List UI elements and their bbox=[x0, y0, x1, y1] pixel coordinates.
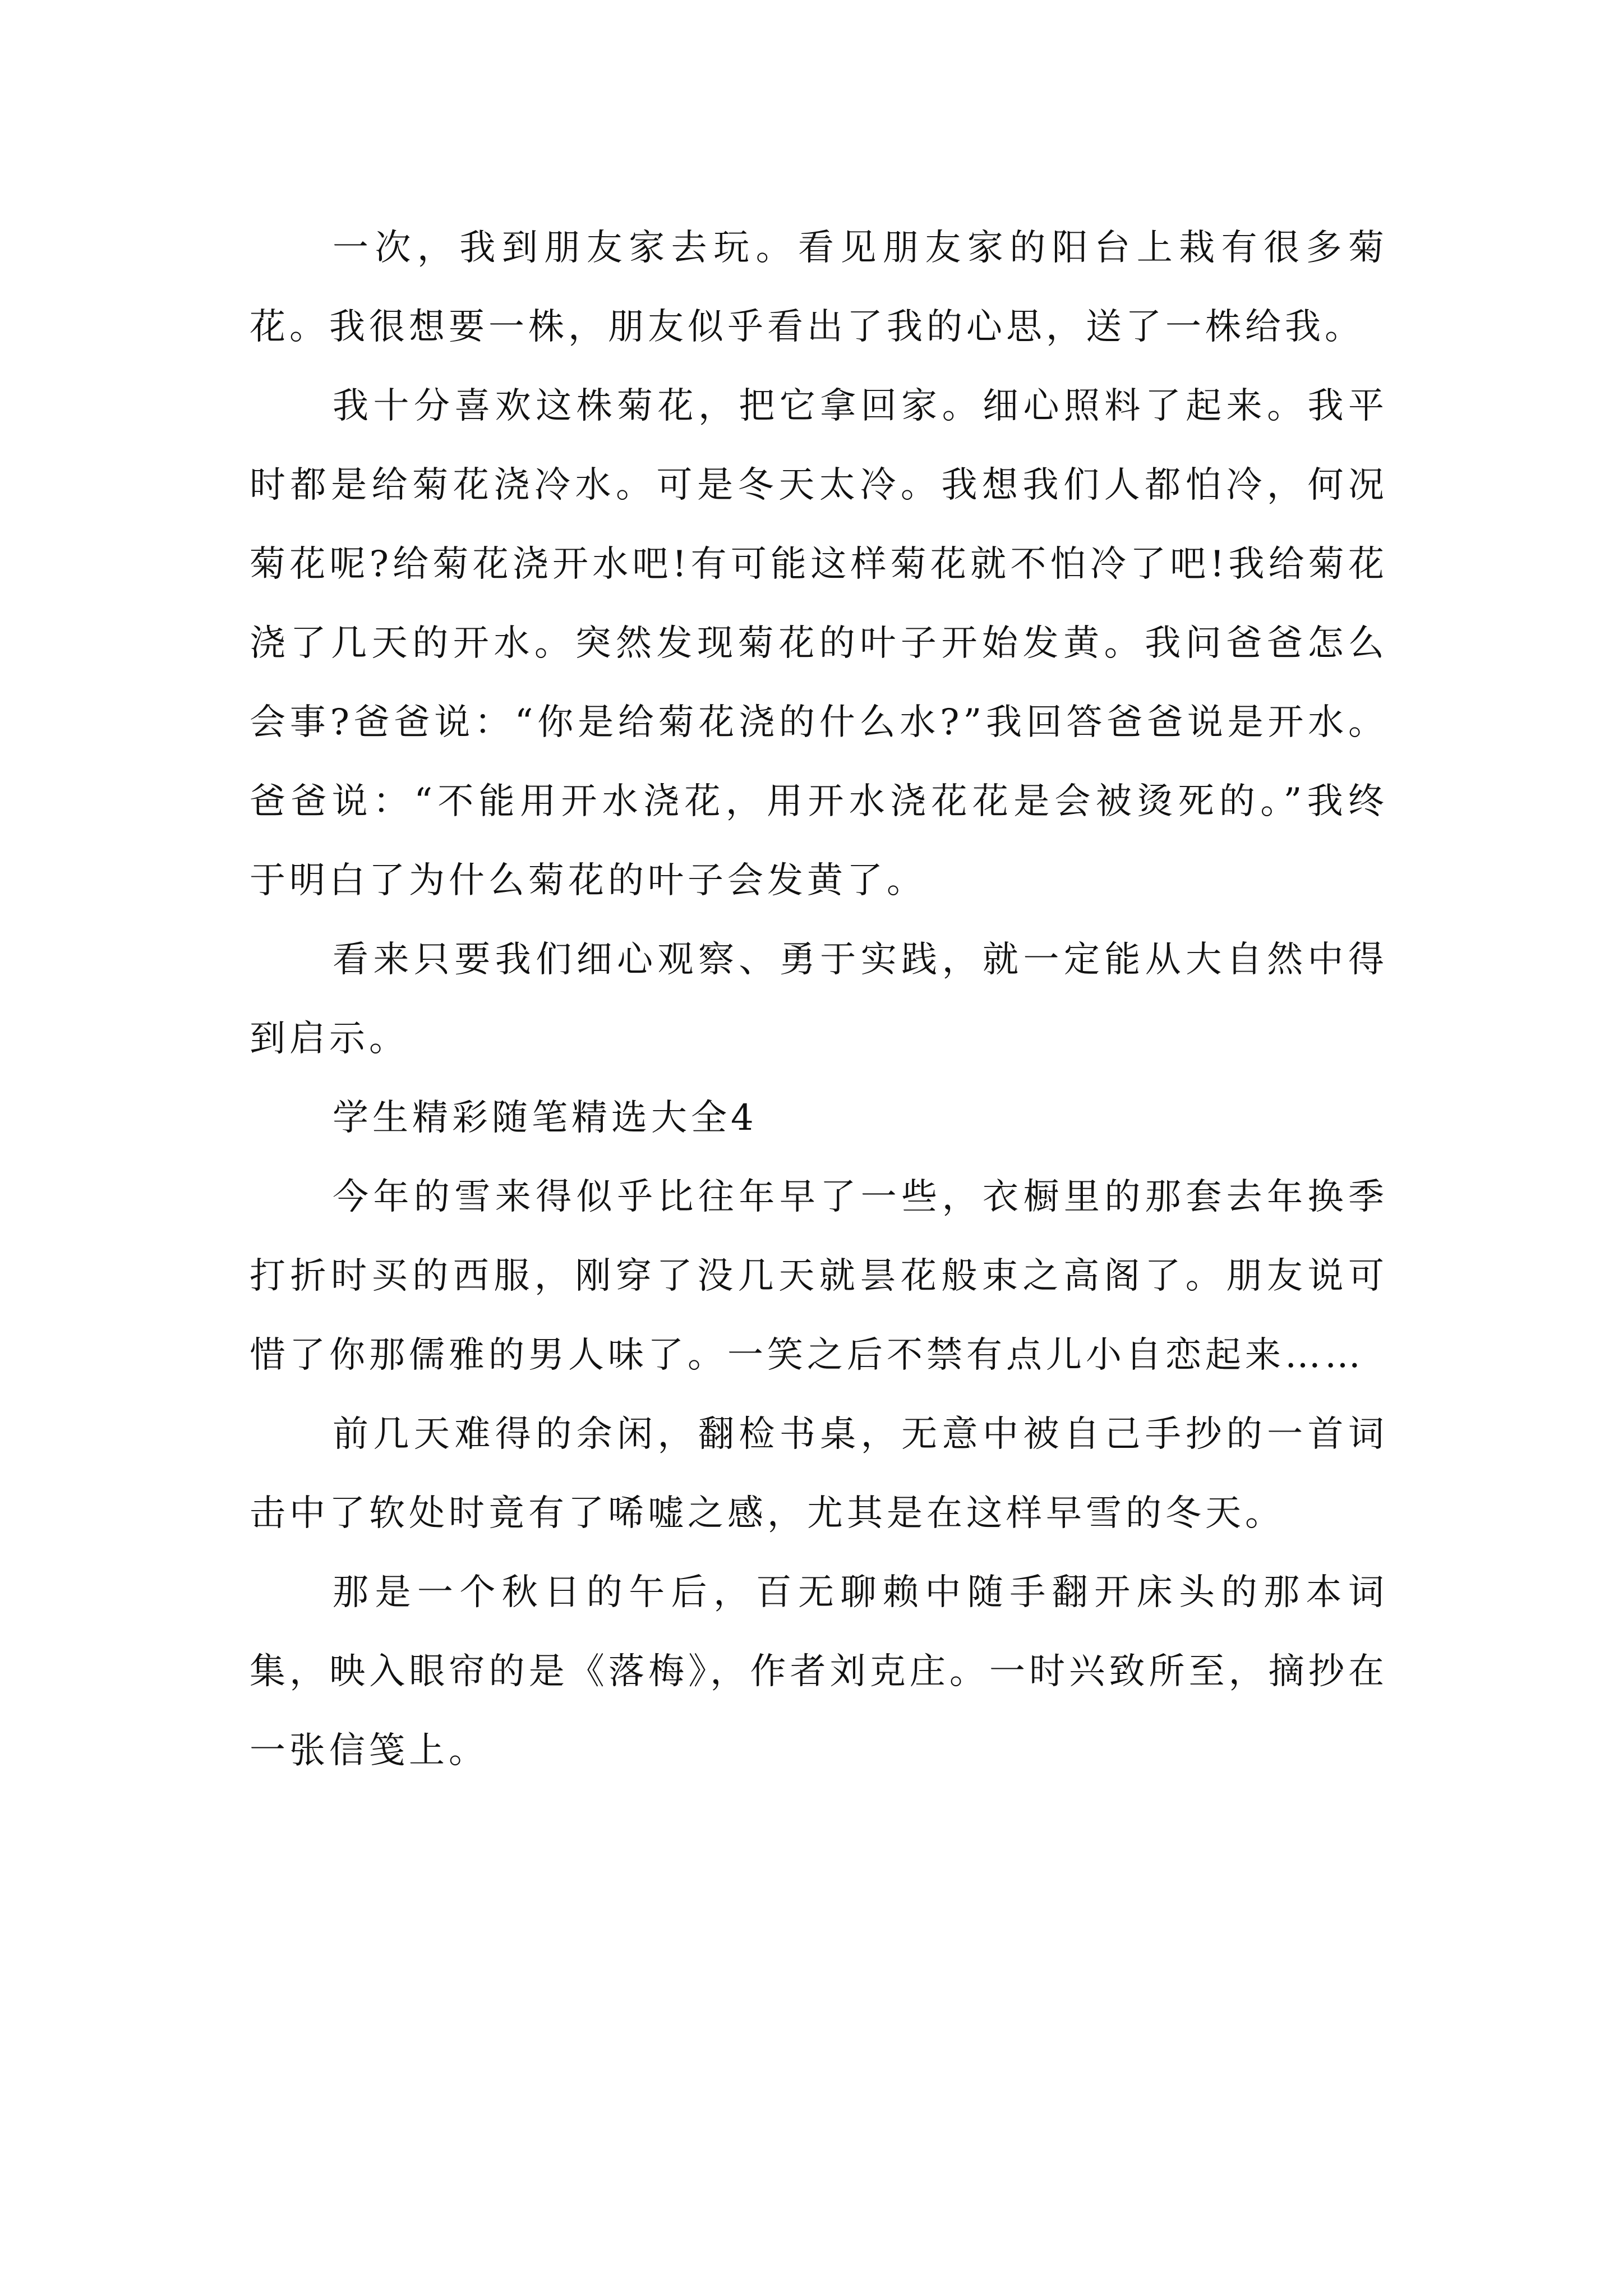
document-body bbox=[250, 209, 1388, 1791]
paragraph-autumn-afternoon: 那是一个秋日的午后，百无聊赖中随手翻开床头的那本词集，映入眼帘的是《落梅》，作者刘克庄。一时兴致所至，摘抄在一张信笺上。 bbox=[250, 1572, 1388, 1772]
paragraph-conclusion: 看来只要我们细心观察、勇于实践，就一定能从大自然中得到启示。 bbox=[250, 939, 1388, 1060]
paragraph-chrysanthemum-care: 我十分喜欢这株菊花，把它拿回家。细心照料了起来。我平时都是给菊花浇冷水。可是冬天太冷。我想我们人都怕冷，何况菊花呢?给菊花浇开水吧!有可能这样菊花就不怕冷了吧!我给菊花浇了几天的开水。突然发现菊花的叶子开始发黄。我问爸爸怎么会事?爸爸说：“你是给菊花浇的什么水?”我回答爸爸说是开水。爸爸说：“不能用开水浇花，用开水浇花花是会被烫死的。”我终于明白了为什么菊花的叶子会发黄了。 bbox=[250, 385, 1388, 901]
paragraph-visit-friend: 一次，我到朋友家去玩。看见朋友家的阳台上栽有很多菊花。我很想要一株，朋友似乎看出了我的心思，送了一株给我。 bbox=[250, 227, 1388, 348]
paragraph-early-snow: 今年的雪来得似乎比往年早了一些，衣橱里的那套去年换季打折时买的西服，刚穿了没几天就昙花般束之高阁了。朋友说可惜了你那儒雅的男人味了。一笑之后不禁有点儿小自恋起来…… bbox=[250, 1176, 1388, 1376]
section-title: 学生精彩随笔精选大全4 bbox=[333, 1097, 758, 1139]
paragraph-handwritten-poem: 前几天难得的余闲，翻检书桌，无意中被自己手抄的一首词击中了软处时竟有了唏嘘之感，尤其是在这样早雪的冬天。 bbox=[250, 1414, 1388, 1534]
